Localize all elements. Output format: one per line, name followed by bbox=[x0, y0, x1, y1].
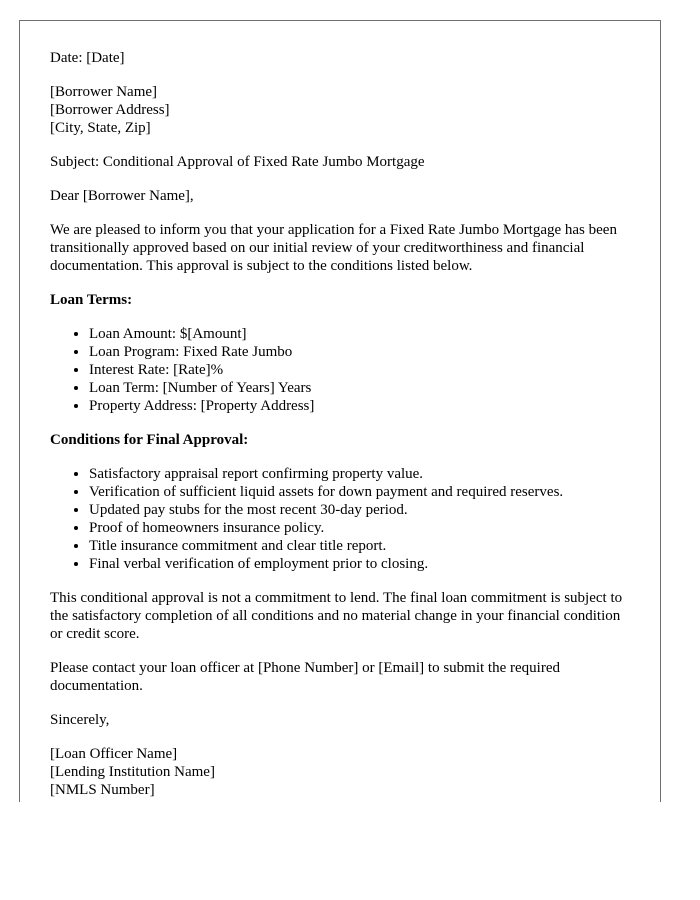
loan-terms-list bbox=[50, 325, 630, 415]
letter-intro: We are pleased to inform you that your application for a Fixed Rate Jumbo Mortgage has been transitionally approved based on our initial review of your creditworthiness and financial documentation. This approval is subject to the conditions listed below. bbox=[50, 222, 617, 274]
conditions-heading: Conditions for Final Approval: bbox=[50, 432, 249, 448]
conditions-list bbox=[50, 465, 630, 573]
loan-term-item: • Property Address: [Property Address] bbox=[89, 397, 630, 415]
recipient-address bbox=[50, 83, 630, 137]
letter-closing: Sincerely, bbox=[50, 712, 110, 728]
condition-item: • Proof of homeowners insurance policy. bbox=[89, 519, 630, 537]
recipient-street: [Borrower Address] bbox=[50, 102, 170, 118]
loan-term-item: • Loan Amount: $[Amount] bbox=[89, 325, 630, 343]
loan-terms-heading: Loan Terms: bbox=[50, 292, 133, 308]
signature-officer: [Loan Officer Name] bbox=[50, 746, 178, 762]
condition-item: • Final verbal verification of employment prior to closing. bbox=[89, 555, 630, 573]
letter-document bbox=[19, 20, 661, 802]
recipient-city: [City, State, Zip] bbox=[50, 120, 151, 136]
signature-institution: [Lending Institution Name] bbox=[50, 764, 215, 780]
condition-item: • Verification of sufficient liquid assets for down payment and required reserves. bbox=[89, 483, 630, 501]
letter-salutation: Dear [Borrower Name], bbox=[50, 188, 194, 204]
letter-disclaimer: This conditional approval is not a commitment to lend. The final loan commitment is subject to the satisfactory completion of all conditions and no material change in your financial condition or credit score. bbox=[50, 590, 623, 642]
recipient-name: [Borrower Name] bbox=[50, 84, 158, 100]
condition-item: • Title insurance commitment and clear title report. bbox=[89, 537, 630, 555]
signature-block bbox=[50, 745, 630, 799]
loan-term-item: • Loan Program: Fixed Rate Jumbo bbox=[89, 343, 630, 361]
condition-item: • Satisfactory appraisal report confirming property value. bbox=[89, 465, 630, 483]
loan-term-item: • Loan Term: [Number of Years] Years bbox=[89, 379, 630, 397]
letter-contact: Please contact your loan officer at [Phone Number] or [Email] to submit the required documentation. bbox=[50, 660, 560, 694]
letter-date: Date: [Date] bbox=[50, 50, 125, 66]
letter-subject: Subject: Conditional Approval of Fixed Rate Jumbo Mortgage bbox=[50, 154, 425, 170]
loan-term-item: • Interest Rate: [Rate]% bbox=[89, 361, 630, 379]
condition-item: • Updated pay stubs for the most recent 30-day period. bbox=[89, 501, 630, 519]
signature-nmls: [NMLS Number] bbox=[50, 782, 155, 798]
